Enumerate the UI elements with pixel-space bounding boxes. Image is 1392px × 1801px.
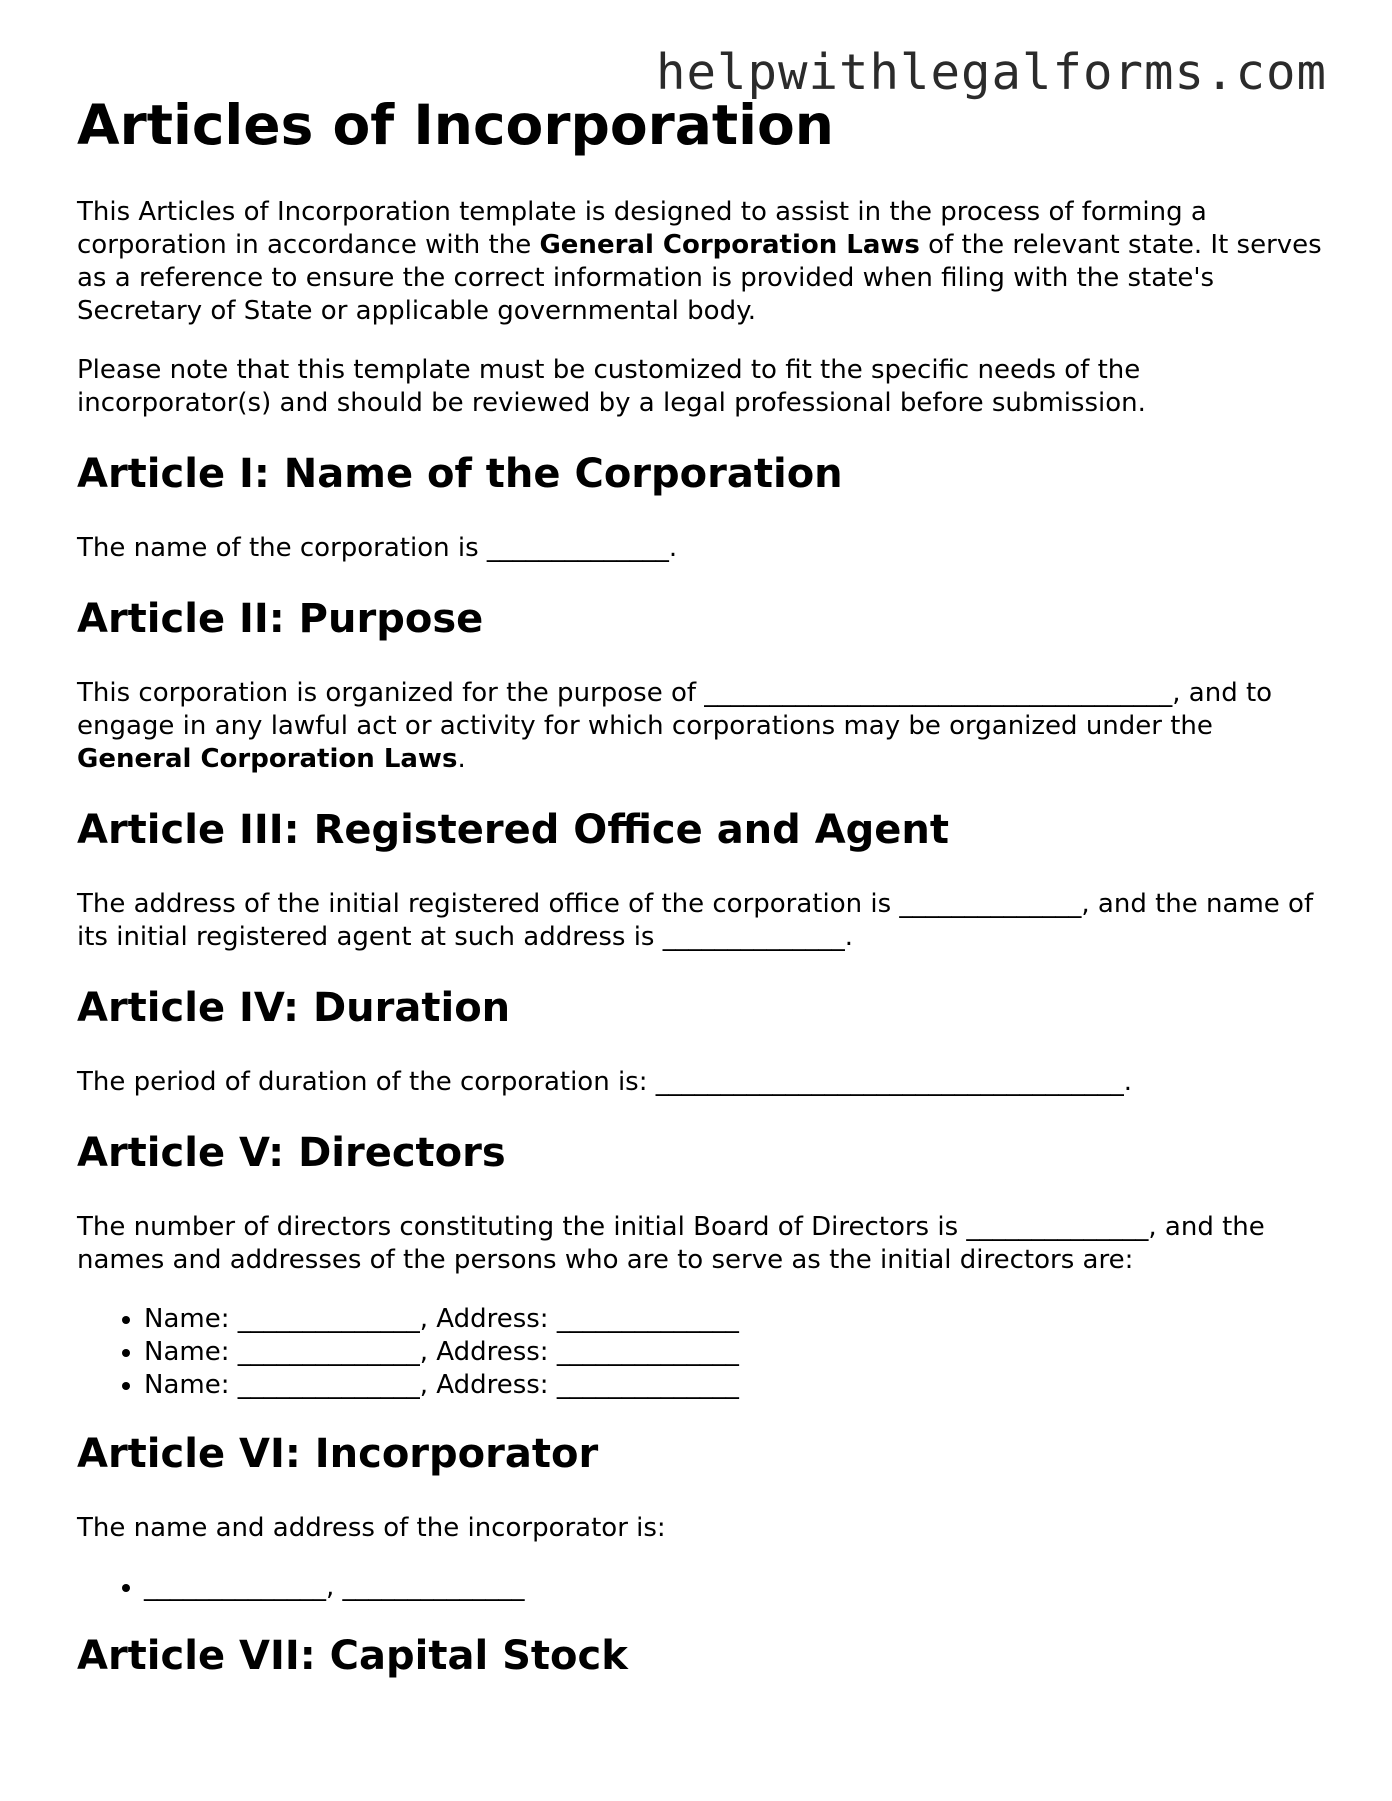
article-4-text — [77, 1066, 1327, 1099]
article-1-text-b: . — [668, 533, 678, 563]
director-list-item[interactable]: • Name: ______________, Address: ______________ — [144, 1369, 1327, 1402]
intro-text-1b: of the relevant state. It serves as a reference to ensure the correct information is provided when filing with the state's Secretary of State or applicable governmental body. — [77, 230, 1322, 326]
article-6-text: The name and address of the incorporator is: — [77, 1513, 666, 1543]
article-2-text-b: , and to engage in any lawful act or activity for which corporations may be organized under the — [77, 678, 1273, 741]
corporation-name-blank[interactable]: ______________ — [486, 533, 669, 563]
director-count-blank[interactable]: ______________ — [966, 1212, 1149, 1242]
article-5-text-b: , and the names and addresses of the persons who are to serve as the initial directors are: — [77, 1212, 1265, 1275]
article-2-text-a: This corporation is organized for the purpose of — [77, 678, 705, 708]
article-2-bold-term: General Corporation Laws — [77, 744, 458, 774]
article-3-text — [77, 888, 1327, 954]
article-5-heading: Article V: Directors — [77, 1130, 506, 1176]
watermark: helpwithlegalforms.com — [655, 44, 1327, 101]
article-3-text-c: . — [844, 922, 853, 952]
article-5-text — [77, 1211, 1327, 1277]
article-2-heading: Article II: Purpose — [77, 596, 484, 642]
article-4-text-b: . — [1123, 1067, 1133, 1097]
directors-list — [77, 1303, 1327, 1402]
article-5-text-a: The number of directors constituting the initial Board of Directors is — [77, 1212, 967, 1242]
purpose-blank[interactable]: ____________________________________ — [704, 678, 1173, 708]
article-4-text-a: The period of duration of the corporation is: — [77, 1067, 656, 1097]
director-list-item[interactable]: • Name: ______________, Address: ______________ — [144, 1303, 1327, 1336]
article-3-text-b: , and the name of its initial registered agent at such address is — [77, 889, 1314, 952]
intro-text-1a: This Articles of Incorporation template is designed to assist in the process of forming a corporation in accordance with the — [77, 197, 1207, 260]
document-title: Articles of Incorporation — [77, 93, 834, 157]
director-list-item[interactable]: • Name: ______________, Address: ______________ — [144, 1336, 1327, 1369]
document-page — [77, 92, 1327, 1714]
intro-paragraph-2: Please note that this template must be customized to fit the specific needs of the incorporator(s) and should be reviewed by a legal professional before submission. — [77, 355, 1146, 418]
article-7-heading: Article VII: Capital Stock — [77, 1633, 628, 1679]
article-3-text-a: The address of the initial registered office of the corporation is — [77, 889, 900, 919]
article-3-heading: Article III: Registered Office and Agent — [77, 807, 950, 853]
duration-blank[interactable]: ____________________________________ — [655, 1067, 1124, 1097]
article-1-heading: Article I: Name of the Corporation — [77, 451, 843, 497]
incorporator-list — [77, 1571, 1327, 1604]
article-6-heading: Article VI: Incorporator — [77, 1431, 599, 1477]
article-2-text — [77, 677, 1327, 776]
intro-bold-term: General Corporation Laws — [539, 230, 920, 260]
article-1-text-a: The name of the corporation is — [77, 533, 487, 563]
incorporator-list-item[interactable]: • ______________, ______________ — [144, 1571, 1327, 1604]
registered-agent-blank[interactable]: ______________ — [662, 922, 845, 952]
intro-paragraph-1 — [77, 196, 1327, 328]
registered-office-blank[interactable]: ______________ — [899, 889, 1082, 919]
article-2-text-c: . — [457, 744, 466, 774]
article-4-heading: Article IV: Duration — [77, 985, 511, 1031]
article-1-text — [77, 532, 1327, 565]
